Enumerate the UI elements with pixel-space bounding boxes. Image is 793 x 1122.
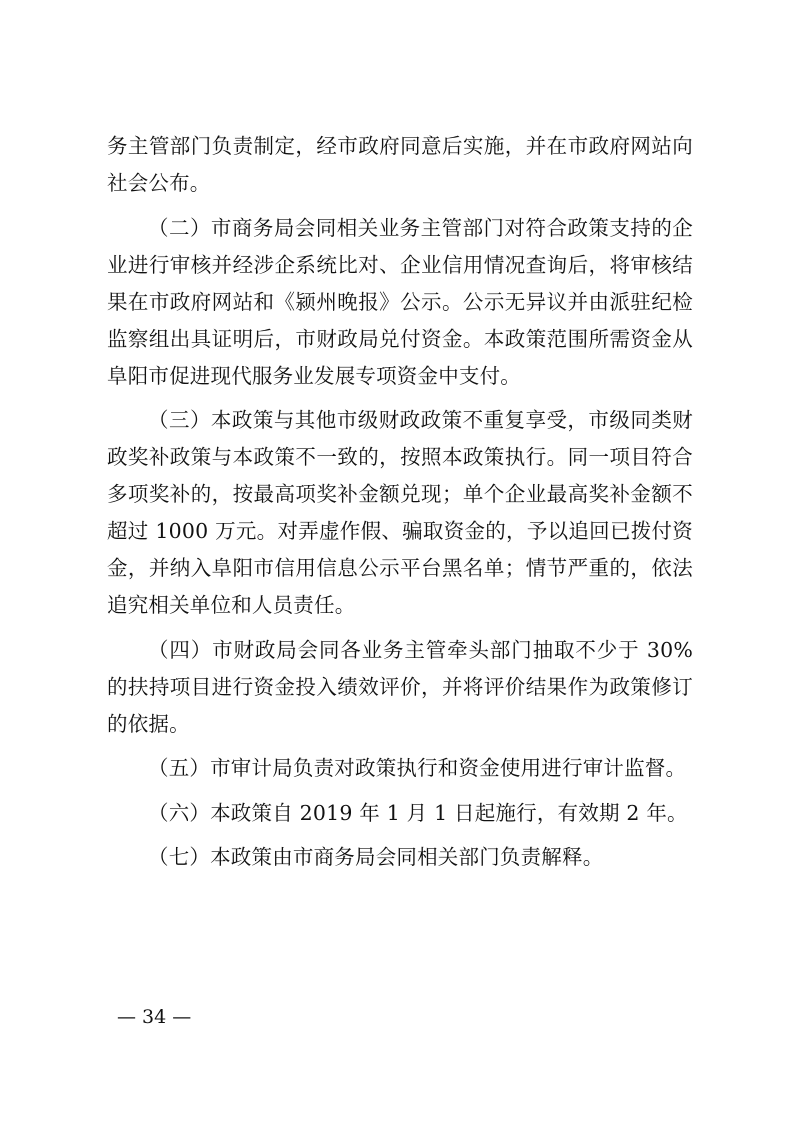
paragraph-continuation: 务主管部门负责制定，经市政府同意后实施，并在市政府网站向社会公布。 (107, 134, 693, 195)
document-body (107, 128, 693, 884)
paragraph-item-2: （二）市商务局会同相关业务主管部门对符合政策支持的企业进行审核并经涉企系统比对、企业信用情况查询后，将审核结果在市政府网站和《颍州晚报》公示。公示无异议并由派驻纪检监察组出具证明后，市财政局兑付资金。本政策范围所需资金从阜阳市促进现代服务业发展专项资金中支付。 (107, 215, 693, 388)
paragraph-item-7: （七）本政策由市商务局会同相关部门负责解释。 (148, 845, 604, 869)
page-number: — 34 — (117, 1006, 192, 1028)
paragraph-item-4: （四）市财政局会同各业务主管牵头部门抽取不少于 30%的扶持项目进行资金投入绩效评价，并将评价结果作为政策修订的依据。 (107, 637, 693, 736)
paragraph-item-6: （六）本政策自 2019 年 1 月 1 日起施行，有效期 2 年。 (148, 800, 688, 825)
paragraph-item-5: （五）市审计局负责对政策执行和资金使用进行审计监督。 (148, 756, 687, 780)
paragraph-item-3: （三）本政策与其他市级财政政策不重复享受，市级同类财政奖补政策与本政策不一致的，按照本政策执行。同一项目符合多项奖补的，按最高项奖补金额兑现；单个企业最高奖补金额不超过 1000 万元。对弄虚作假、骗取资金的，予以追回已拨付资金，并纳入阜阳市信用信息公示平台黑名单；情节严重的，依法追究相关单位和人员责任。 (107, 408, 693, 617)
